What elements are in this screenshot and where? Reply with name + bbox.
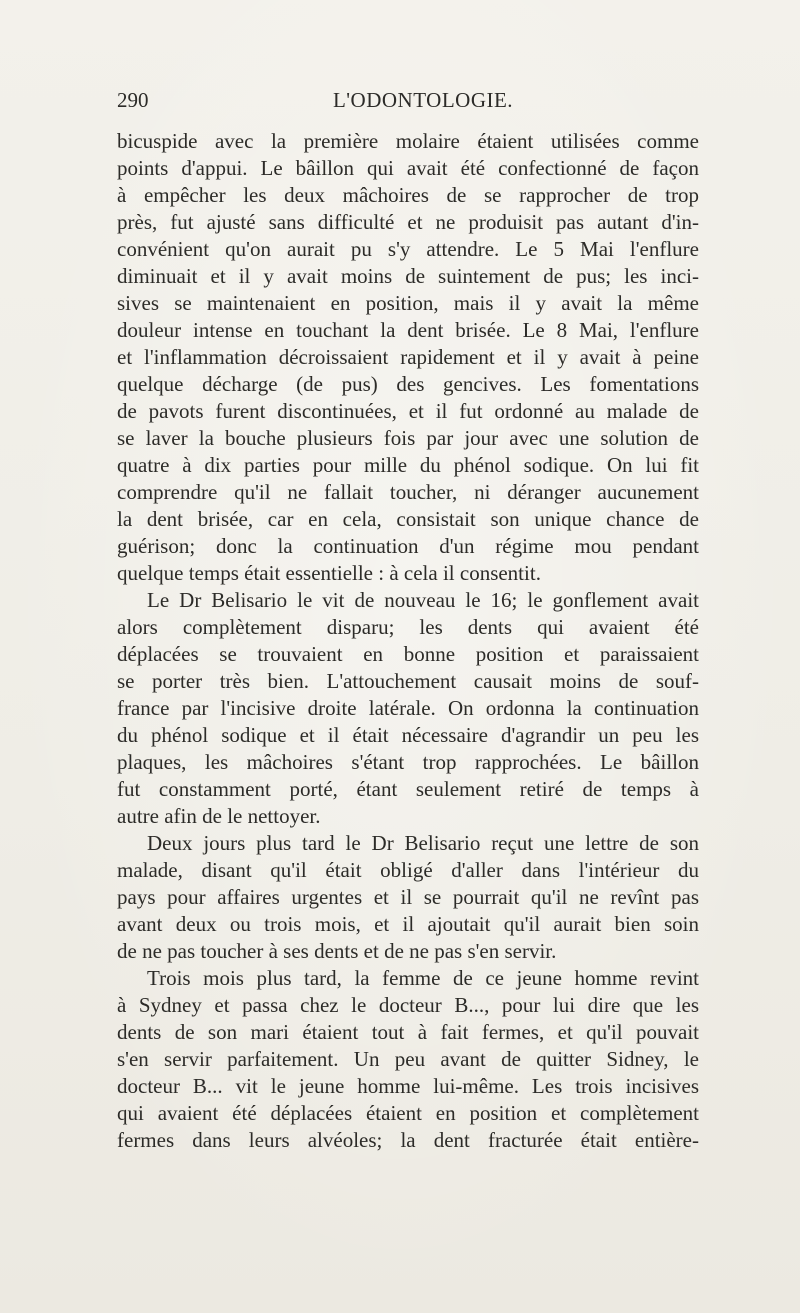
text-line-paragraph-start: Trois mois plus tard, la femme de ce jeune homme revint: [147, 966, 699, 990]
text-line-paragraph-end: autre afin de le nettoyer.: [117, 804, 321, 828]
text-line: près, fut ajusté sans difficulté et ne produisit pas autant d'in-: [117, 210, 699, 234]
text-line-paragraph-end: quelque temps était essentielle : à cela il consentit.: [117, 561, 541, 585]
text-line: déplacées se trouvaient en bonne position et paraissaient: [117, 642, 699, 666]
text-line: quatre à dix parties pour mille du phénol sodique. On lui fit: [117, 453, 699, 477]
text-line: fut constamment porté, étant seulement retiré de temps à: [117, 777, 699, 801]
text-line: comprendre qu'il ne fallait toucher, ni déranger aucunement: [117, 480, 699, 504]
text-line: fermes dans leurs alvéoles; la dent fracturée était entière-: [117, 1128, 699, 1152]
text-line: bicuspide avec la première molaire étaient utilisées comme: [117, 129, 699, 153]
text-line: malade, disant qu'il était obligé d'aller dans l'intérieur du: [117, 858, 699, 882]
text-line: guérison; donc la continuation d'un régime mou pendant: [117, 534, 699, 558]
text-line: la dent brisée, car en cela, consistait son unique chance de: [117, 507, 699, 531]
text-line-paragraph-start: Deux jours plus tard le Dr Belisario reçut une lettre de son: [147, 831, 699, 855]
text-line: convénient qu'on aurait pu s'y attendre. Le 5 Mai l'enflure: [117, 237, 699, 261]
text-line: du phénol sodique et il était nécessaire d'agrandir un peu les: [117, 723, 699, 747]
running-head: [117, 88, 699, 118]
text-line: quelque décharge (de pus) des gencives. Les fomentations: [117, 372, 699, 396]
text-line: s'en servir parfaitement. Un peu avant de quitter Sidney, le: [117, 1047, 699, 1071]
text-line: sives se maintenaient en position, mais il y avait la même: [117, 291, 699, 315]
journal-title: L'ODONTOLOGIE.: [332, 88, 514, 112]
text-line: et l'inflammation décroissaient rapidement et il y avait à peine: [117, 345, 699, 369]
text-line: plaques, les mâchoires s'étant trop rapprochées. Le bâillon: [117, 750, 699, 774]
text-line: à empêcher les deux mâchoires de se rapprocher de trop: [117, 183, 699, 207]
text-line: à Sydney et passa chez le docteur B..., pour lui dire que les: [117, 993, 699, 1017]
text-line: points d'appui. Le bâillon qui avait été confectionné de façon: [117, 156, 699, 180]
text-line-paragraph-end: de ne pas toucher à ses dents et de ne pas s'en servir.: [117, 939, 557, 963]
text-line: diminuait et il y avait moins de suintement de pus; les inci-: [117, 264, 699, 288]
body-text: [117, 128, 699, 1154]
text-line: alors complètement disparu; les dents qui avaient été: [117, 615, 699, 639]
text-line: avant deux ou trois mois, et il ajoutait qu'il aurait bien soin: [117, 912, 699, 936]
text-line: france par l'incisive droite latérale. On ordonna la continuation: [117, 696, 699, 720]
text-line: se laver la bouche plusieurs fois par jour avec une solution de: [117, 426, 699, 450]
text-line: docteur B... vit le jeune homme lui-même. Les trois incisives: [117, 1074, 699, 1098]
text-line: qui avaient été déplacées étaient en position et complètement: [117, 1101, 699, 1125]
text-line: pays pour affaires urgentes et il se pourrait qu'il ne revînt pas: [117, 885, 699, 909]
text-line-paragraph-start: Le Dr Belisario le vit de nouveau le 16; le gonflement avait: [147, 588, 699, 612]
text-line: dents de son mari étaient tout à fait fermes, et qu'il pouvait: [117, 1020, 699, 1044]
text-line: se porter très bien. L'attouchement causait moins de souf-: [117, 669, 699, 693]
text-line: douleur intense en touchant la dent brisée. Le 8 Mai, l'enflure: [117, 318, 699, 342]
page-number: 290: [117, 88, 149, 112]
text-line: de pavots furent discontinuées, et il fut ordonné au malade de: [117, 399, 699, 423]
